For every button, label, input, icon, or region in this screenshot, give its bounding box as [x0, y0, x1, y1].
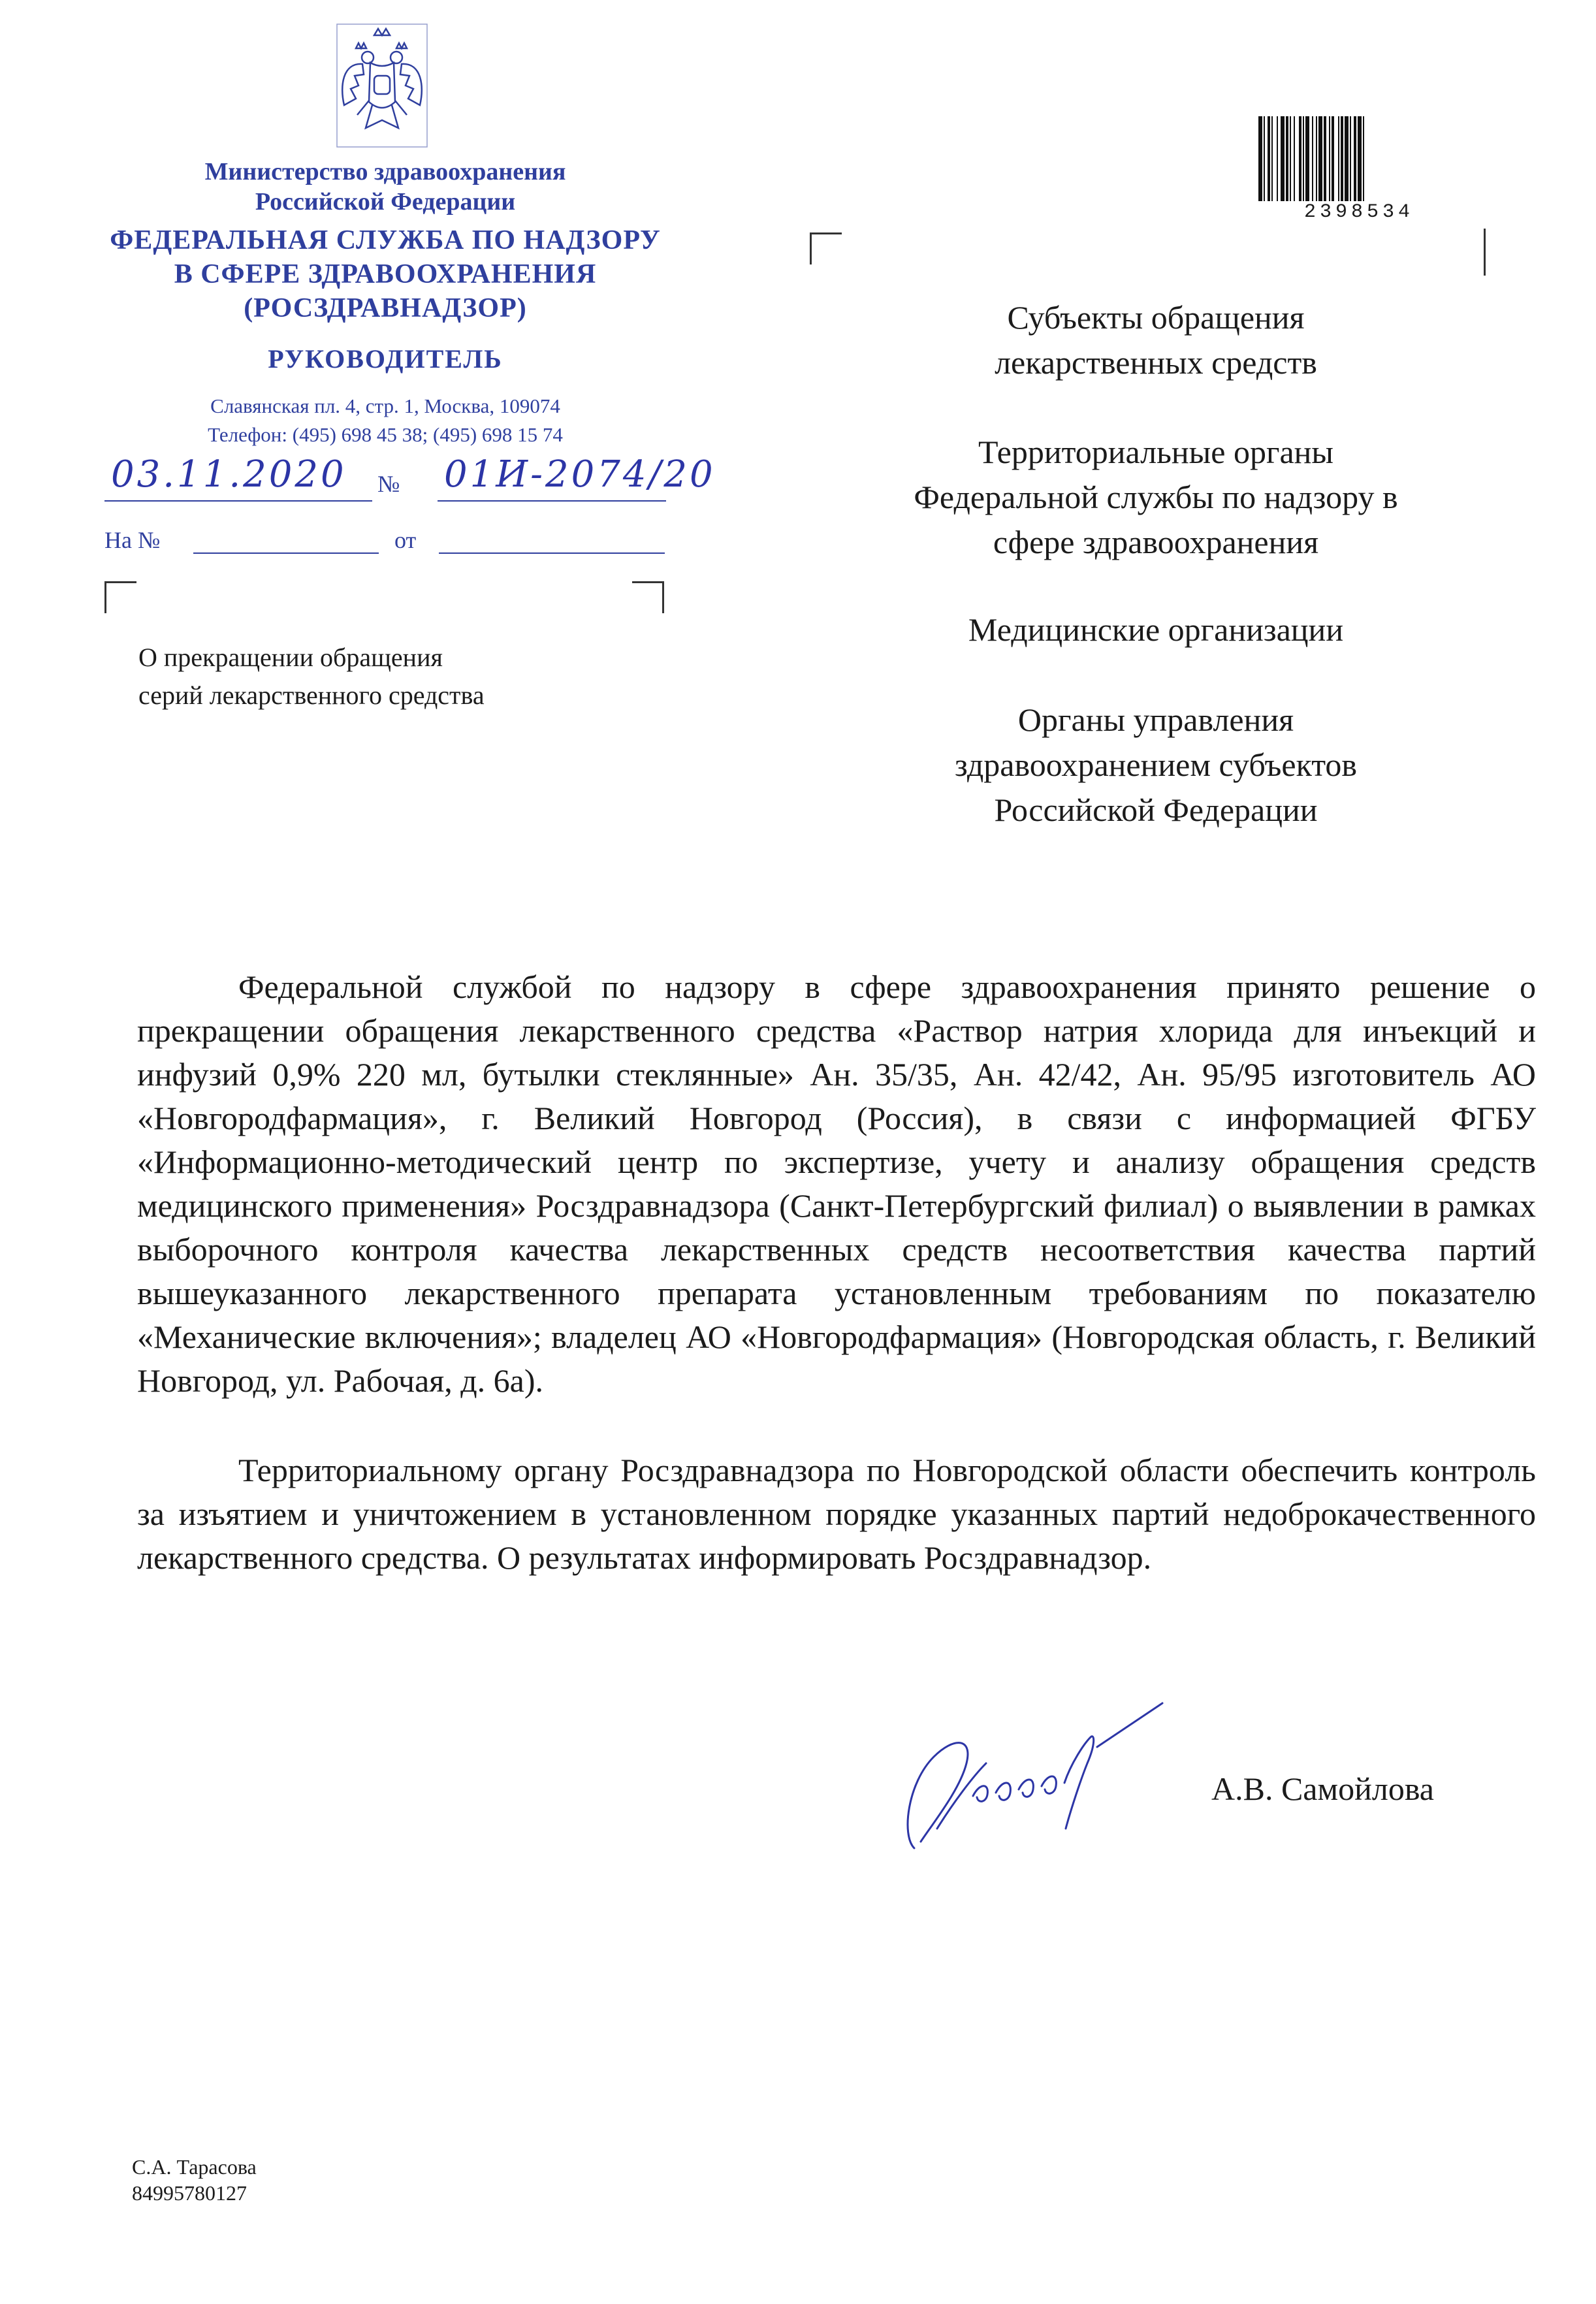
addressee-line: сфере здравоохранения [993, 524, 1319, 560]
registration-date: 03.11.2020 [111, 453, 347, 496]
number-sign: № [377, 471, 400, 497]
addressee-line: Медицинские организации [968, 611, 1344, 648]
addressee-bracket-left [810, 232, 842, 264]
body-paragraph-1: Федеральной службой по надзору в сфере здравоохранения принято решение о прекращении обращения лекарственного средства «Раствор натрия хлорида для инъекций и инфузий 0,9% 220 мл, бутылки стеклянные» Ан. 35/35, Ан. 42/42, Ан. 95/95 изготовитель АО «Новгородфармация», г. Великий Новгород (Россия), в связи с информацией ФГБУ «Информационно-методический центр по экспертизе, учету и анализу обращения средств медицинского применения» Росздравнадзора (Санкт-Петербургский филиал) о выявлении в рамках выборочного контроля качества лекарственных средств несоответствия качества партий вышеуказанного лекарственного препарата установленным требованиям по показателю «Механические включения»; владелец АО «Новгородфармация» (Новгородская область, г. Великий Новгород, ул. Рабочая, д. 6а). [137, 968, 1536, 1399]
service-name-line2: В СФЕРЕ ЗДРАВООХРАНЕНИЯ [174, 259, 597, 289]
service-name-line1: ФЕДЕРАЛЬНАЯ СЛУЖБА ПО НАДЗОРУ [110, 225, 661, 255]
addressee-block-2 [862, 430, 1450, 565]
reply-date-field [439, 552, 665, 554]
executor-phone: 84995780127 [132, 2181, 247, 2205]
body-paragraph-2: Территориальному органу Росздравнадзора по Новгородской области обеспечить контроль за изъятием и уничтожением в установленном порядке указанных партий недоброкачественного лекарственного средства. О результатах информировать Росздравнадзор. [137, 1452, 1536, 1576]
addressee-line: Территориальные органы [978, 434, 1334, 470]
subject-bracket-right [632, 581, 664, 613]
reply-from-label: от [394, 527, 417, 553]
position-title: РУКОВОДИТЕЛЬ [268, 344, 503, 374]
reply-to-label: На № [104, 527, 161, 553]
subject-line1: О прекращении обращения [138, 643, 443, 672]
signer-name: А.В. Самойлова [1211, 1770, 1434, 1807]
addressee-block-4 [862, 697, 1450, 833]
registration-number: 01И-2074/20 [444, 453, 716, 496]
executor-name: С.А. Тарасова [132, 2155, 257, 2179]
letter-subject [138, 639, 485, 714]
barcode-icon [1257, 116, 1461, 208]
date-underline [104, 500, 372, 502]
number-underline [438, 500, 666, 502]
addressee-block-1 [862, 295, 1450, 385]
double-headed-eagle-emblem-icon [336, 24, 428, 148]
handwritten-signature-icon [875, 1685, 1267, 1868]
barcode-number: 2398534 [1303, 201, 1414, 223]
letterhead-phone: Телефон: (495) 698 45 38; (495) 698 15 74 [208, 423, 563, 446]
subject-line2: серий лекарственного средства [138, 680, 485, 710]
addressee-line: Органы управления [1017, 701, 1294, 738]
addressee-line: Федеральной службы по надзору в [914, 479, 1398, 515]
addressee-line: лекарственных средств [995, 344, 1317, 381]
letterhead-address: Славянская пл. 4, стр. 1, Москва, 109074 [210, 394, 560, 417]
addressee-block-3 [862, 607, 1450, 652]
addressee-line: здравоохранением субъектов [954, 746, 1358, 783]
reply-number-field [193, 552, 379, 554]
service-name-line3: (РОСЗДРАВНАДЗОР) [244, 293, 527, 323]
addressee-line: Российской Федерации [994, 792, 1318, 828]
addressee-line: Субъекты обращения [1007, 299, 1305, 336]
subject-bracket-left [104, 581, 136, 613]
ministry-name-line1: Министерство здравоохранения [204, 158, 566, 185]
addressee-bracket-right [1484, 229, 1486, 276]
ministry-name-line2: Российской Федерации [255, 188, 516, 216]
